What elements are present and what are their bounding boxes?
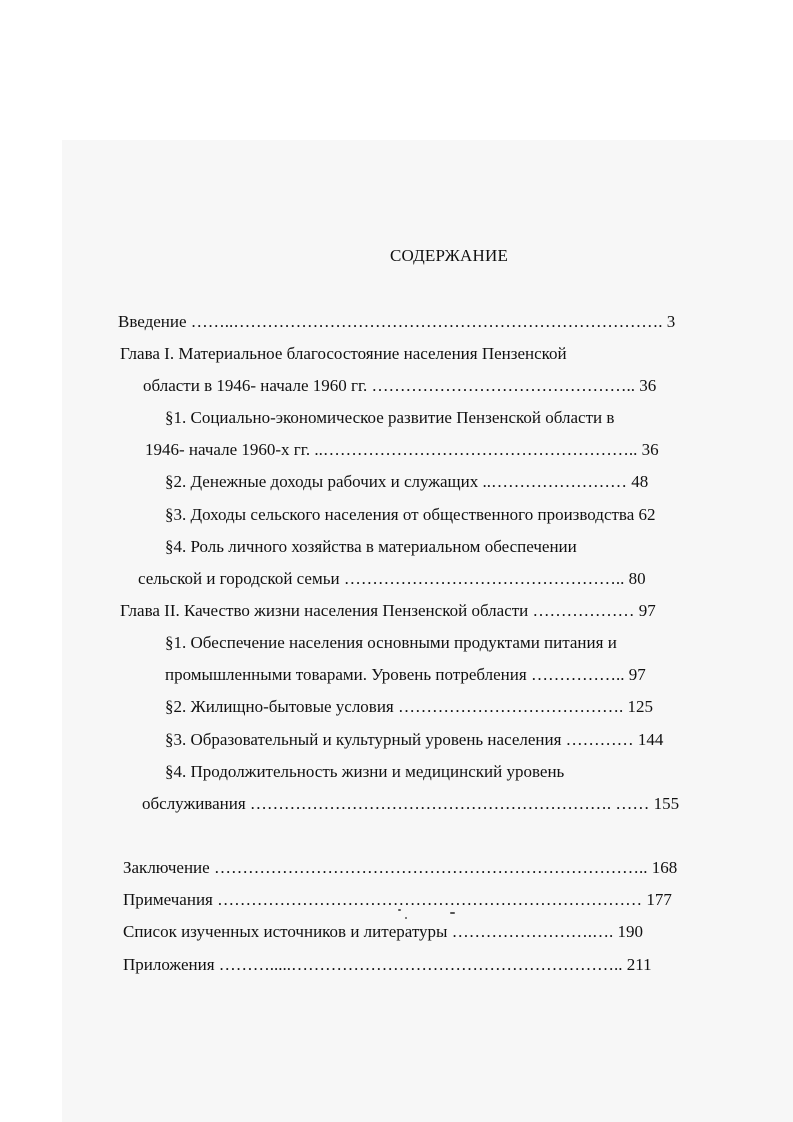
toc-entry-sources[interactable]: Список изученных источников и литературы …………………….…. 190 bbox=[123, 922, 643, 941]
toc-entry-ch2-section-1[interactable]: §1. Обеспечение населения основными продуктами питания и bbox=[165, 633, 617, 652]
toc-entry-ch1-section-3[interactable]: §3. Доходы сельского населения от общественного производства 62 bbox=[165, 505, 656, 524]
toc-entry-ch1-section-1[interactable]: §1. Социально-экономическое развитие Пензенской области в bbox=[165, 408, 615, 427]
toc-title: СОДЕРЖАНИЕ bbox=[389, 246, 509, 265]
toc-entry-intro[interactable]: Введение ……..…………………………………………………………………. 3 bbox=[118, 312, 676, 331]
toc-entry-ch2-section-2[interactable]: §2. Жилищно-бытовые условия …………………………………. 125 bbox=[165, 697, 654, 716]
toc-entry-chapter-2[interactable]: Глава II. Качество жизни населения Пензенской области ……………… 97 bbox=[120, 601, 656, 620]
toc-entry-ch1-section-1-cont[interactable]: 1946- начале 1960-х гг. ..……………………………………………….. 36 bbox=[145, 440, 659, 459]
toc-entry-appendices[interactable]: Приложения ……….....………………………………………………….. 211 bbox=[123, 955, 652, 974]
toc-entry-ch2-section-3[interactable]: §3. Образовательный и культурный уровень населения ………… 144 bbox=[165, 730, 664, 749]
toc-entry-ch1-section-4[interactable]: §4. Роль личного хозяйства в материальном обеспечении bbox=[165, 537, 577, 556]
toc-entry-ch1-section-4-cont[interactable]: сельской и городской семьи ………………………………………….. 80 bbox=[138, 569, 646, 588]
toc-entry-chapter-1[interactable]: Глава I. Материальное благосостояние населения Пензенской bbox=[120, 344, 567, 363]
toc-entry-ch2-section-1-cont[interactable]: промышленными товарами. Уровень потребления …………….. 97 bbox=[165, 665, 646, 684]
toc-entry-notes[interactable]: Примечания ………………………………………………………………… 177 bbox=[123, 890, 672, 909]
toc-entry-ch2-section-4[interactable]: §4. Продолжительность жизни и медицинский уровень bbox=[165, 762, 565, 781]
toc-entry-conclusion[interactable]: Заключение ………………………………………………………………….. 168 bbox=[123, 858, 678, 877]
toc-entry-ch1-section-2[interactable]: §2. Денежные доходы рабочих и служащих ..…………………… 48 bbox=[165, 472, 649, 491]
toc-entry-chapter-1-cont[interactable]: области в 1946- начале 1960 гг. ……………………………………….. 36 bbox=[143, 376, 657, 395]
scan-speck bbox=[405, 917, 407, 919]
toc-entry-ch2-section-4-cont[interactable]: обслуживания ………………………………………………………. …… 155 bbox=[142, 794, 680, 813]
scan-speck bbox=[450, 912, 455, 914]
scan-speck bbox=[398, 909, 401, 911]
